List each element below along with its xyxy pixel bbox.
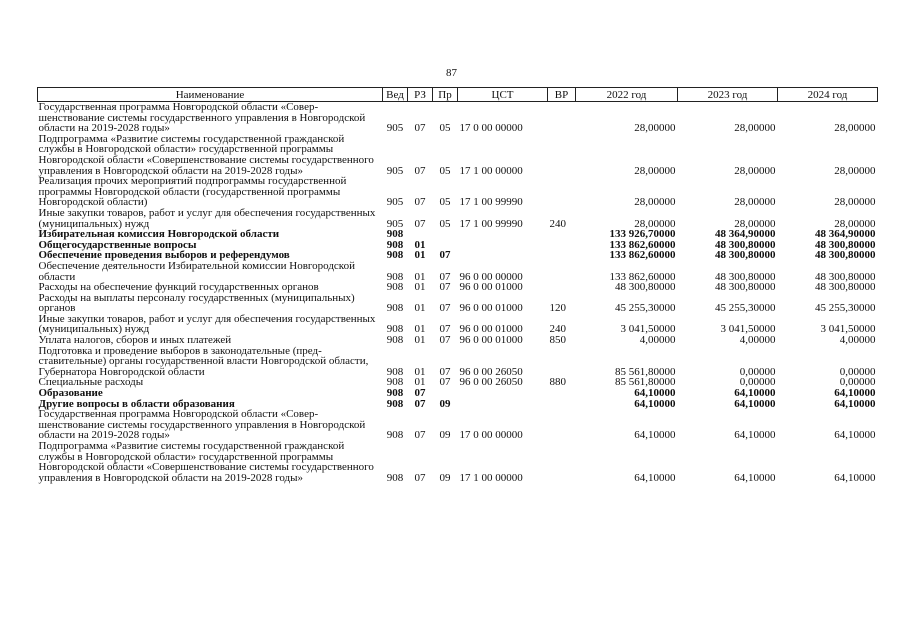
table-row: [38, 102, 878, 134]
cell-name: Обеспечение проведения выборов и референдумов: [38, 249, 290, 262]
cell-cst: [458, 229, 548, 240]
cell-pr: 05: [439, 122, 451, 135]
cell-rz: 01: [414, 238, 426, 251]
header-vr: ВР: [548, 88, 576, 102]
cell-y2022: 85 561,80000: [615, 376, 676, 389]
cell-y2024: 64,10000: [834, 429, 876, 442]
cell-y2022: 64,10000: [634, 429, 676, 442]
cell-cst: [458, 250, 548, 261]
cell-cst: 96 0 00 00000: [459, 270, 523, 283]
table-row: [38, 293, 878, 314]
cell-name: Общегосударственные вопросы: [38, 238, 197, 251]
table-row: [38, 208, 878, 229]
cell-cst: 17 0 00 00000: [459, 429, 523, 442]
cell-cst: 96 0 00 26050: [459, 365, 523, 378]
cell-ved: 905: [386, 196, 404, 209]
cell-pr: 07: [439, 334, 451, 347]
cell-y2023: 28,00000: [734, 217, 776, 230]
cell-ved: 908: [386, 387, 404, 400]
table-header-row: [38, 88, 878, 102]
cell-y2023: 3 041,50000: [720, 323, 776, 336]
cell-cst: 17 1 00 99990: [459, 196, 523, 209]
cell-y2024: 0,00000: [839, 365, 876, 378]
cell-name: Реализация прочих мероприятий подпрограммы государственной программы Новгородской области (государственной программы Новгородской области): [38, 175, 347, 209]
cell-name: Образование: [38, 387, 103, 400]
cell-ved: 908: [386, 323, 404, 336]
table-row: [38, 134, 878, 176]
cell-rz: 07: [414, 122, 426, 135]
cell-pr: 07: [439, 302, 451, 315]
cell-vr: [548, 409, 576, 441]
cell-y2022: 64,10000: [634, 471, 676, 484]
cell-y2022: 28,00000: [634, 196, 676, 209]
cell-ved: 908: [386, 281, 404, 294]
cell-y2023: 48 300,80000: [715, 249, 776, 262]
cell-y2023: 48 364,90000: [715, 228, 776, 241]
cell-ved: 908: [386, 334, 404, 347]
cell-vr: [548, 134, 576, 176]
cell-vr: 120: [549, 302, 566, 315]
header-2024: 2024 год: [778, 88, 878, 102]
cell-y2024: 48 300,80000: [815, 281, 876, 294]
cell-name: Подготовка и проведение выборов в законодательные (представительные) органы государственной власти Новгородской области, Губернатора Новгородской области: [38, 344, 369, 378]
cell-y2022: 45 255,30000: [615, 302, 676, 315]
cell-vr: [548, 176, 576, 208]
cell-vr: [548, 441, 576, 483]
table-row: [38, 314, 878, 335]
cell-vr: 240: [549, 323, 566, 336]
cell-ved: 908: [386, 397, 404, 410]
cell-cst: 96 0 00 01000: [459, 323, 523, 336]
table-body: [38, 102, 878, 484]
header-rz: РЗ: [408, 88, 433, 102]
cell-ved: 908: [386, 376, 404, 389]
cell-cst: 96 0 00 01000: [459, 302, 523, 315]
cell-rz: 07: [414, 397, 426, 410]
cell-rz: 01: [414, 281, 426, 294]
cell-cst: 17 1 00 00000: [459, 471, 523, 484]
cell-y2023: 28,00000: [734, 164, 776, 177]
cell-rz: 07: [414, 387, 426, 400]
cell-y2023: 28,00000: [734, 196, 776, 209]
cell-ved: 908: [386, 238, 404, 251]
header-2022: 2022 год: [576, 88, 678, 102]
cell-vr: 240: [549, 217, 566, 230]
cell-y2023: 48 300,80000: [715, 281, 776, 294]
cell-name: Избирательная комиссия Новгородской области: [38, 228, 280, 241]
cell-y2022: 133 862,60000: [609, 270, 676, 283]
cell-ved: 908: [386, 429, 404, 442]
cell-pr: 09: [439, 397, 451, 410]
cell-rz: 07: [414, 164, 426, 177]
cell-cst: 96 0 00 01000: [459, 281, 523, 294]
cell-y2023: 45 255,30000: [715, 302, 776, 315]
cell-rz: 01: [414, 249, 426, 262]
cell-name: Государственная программа Новгородской области «Совершенствование системы государственного управления в Новгородской области на 2019-2028 годы»: [38, 408, 366, 442]
cell-name: Расходы на обеспечение функций государственных органов: [38, 281, 319, 294]
cell-y2023: 0,00000: [739, 376, 776, 389]
cell-rz: 01: [414, 334, 426, 347]
table-row: [38, 176, 878, 208]
header-2023: 2023 год: [678, 88, 778, 102]
cell-ved: 905: [386, 217, 404, 230]
cell-y2022: 133 926,70000: [609, 228, 676, 241]
cell-vr: 880: [549, 376, 566, 389]
cell-y2022: 3 041,50000: [620, 323, 676, 336]
cell-y2024: 64,10000: [834, 471, 876, 484]
cell-y2023: 4,00000: [739, 334, 776, 347]
table-row: [38, 346, 878, 378]
cell-rz: 01: [414, 365, 426, 378]
table-row: [38, 409, 878, 441]
cell-y2024: 48 300,80000: [815, 238, 876, 251]
cell-ved: 908: [386, 471, 404, 484]
cell-y2023: 48 300,80000: [715, 238, 776, 251]
cell-y2022: 64,10000: [634, 397, 676, 410]
cell-y2022: 28,00000: [634, 122, 676, 135]
cell-vr: [548, 229, 576, 240]
cell-rz: 01: [414, 302, 426, 315]
cell-cst: [458, 399, 548, 410]
cell-y2023: 64,10000: [734, 429, 776, 442]
cell-y2023: 28,00000: [734, 122, 776, 135]
cell-ved: 908: [386, 365, 404, 378]
cell-pr: 07: [439, 249, 451, 262]
cell-y2023: 64,10000: [734, 397, 776, 410]
cell-name: Иные закупки товаров, работ и услуг для обеспечения государственных (муниципальных) нужд: [38, 312, 376, 336]
cell-rz: 07: [414, 196, 426, 209]
cell-vr: 850: [549, 334, 566, 347]
cell-cst: 96 0 00 26050: [459, 376, 523, 389]
cell-rz: 01: [414, 270, 426, 283]
cell-name: Иные закупки товаров, работ и услуг для обеспечения государственных (муниципальных) нужд: [38, 206, 376, 230]
cell-ved: 908: [386, 302, 404, 315]
cell-pr: 09: [439, 429, 451, 442]
cell-cst: [458, 240, 548, 251]
cell-y2024: 28,00000: [834, 164, 876, 177]
cell-name: Подпрограмма «Развитие системы государственной гражданской службы в Новгородской области» государственной программы Новгородской области «Совершенствование системы государственного управления в Новгородской области на 2019-2028 годы»: [38, 132, 374, 177]
cell-name: Обеспечение деятельности Избирательной комиссии Новгородской области: [38, 259, 355, 283]
cell-rz: 01: [414, 323, 426, 336]
cell-name: Государственная программа Новгородской области «Совершенствование системы государственного управления в Новгородской области на 2019-2028 годы»: [38, 101, 366, 135]
header-name: Наименование: [38, 88, 383, 102]
cell-y2023: 48 300,80000: [715, 270, 776, 283]
cell-pr: 07: [439, 281, 451, 294]
table-row: [38, 261, 878, 282]
cell-pr: 07: [439, 270, 451, 283]
cell-name: Подпрограмма «Развитие системы государственной гражданской службы в Новгородской области» государственной программы Новгородской области «Совершенствование системы государственного управления в Новгородской области на 2019-2028 годы»: [38, 440, 374, 484]
table-row: [38, 441, 878, 483]
cell-vr: [548, 261, 576, 282]
cell-y2022: 133 862,60000: [609, 238, 676, 251]
cell-name: Специальные расходы: [38, 376, 144, 389]
cell-pr: 09: [439, 471, 451, 484]
page-number: 87: [446, 67, 457, 79]
cell-pr: 07: [439, 376, 451, 389]
cell-cst: 17 1 00 99990: [459, 217, 523, 230]
cell-rz: 07: [414, 471, 426, 484]
cell-ved: 908: [386, 249, 404, 262]
cell-rz: 01: [414, 376, 426, 389]
cell-y2024: 3 041,50000: [820, 323, 876, 336]
cell-vr: [548, 102, 576, 134]
cell-vr: [548, 282, 576, 293]
cell-y2023: 0,00000: [739, 365, 776, 378]
cell-y2024: 28,00000: [834, 196, 876, 209]
cell-ved: 908: [386, 270, 404, 283]
cell-y2024: 64,10000: [834, 387, 876, 400]
cell-y2024: 28,00000: [834, 122, 876, 135]
cell-name: Уплата налогов, сборов и иных платежей: [38, 334, 232, 347]
cell-ved: 905: [386, 122, 404, 135]
cell-vr: [548, 250, 576, 261]
cell-pr: 07: [439, 365, 451, 378]
budget-table: [37, 87, 878, 483]
cell-y2024: 48 300,80000: [815, 249, 876, 262]
cell-y2024: 48 300,80000: [815, 270, 876, 283]
cell-y2022: 28,00000: [634, 164, 676, 177]
cell-y2022: 64,10000: [634, 387, 676, 400]
cell-cst: 17 0 00 00000: [459, 122, 523, 135]
cell-rz: 07: [414, 217, 426, 230]
cell-y2024: 48 364,90000: [815, 228, 876, 241]
cell-pr: 05: [439, 164, 451, 177]
cell-name: Другие вопросы в области образования: [38, 397, 235, 410]
cell-y2022: 133 862,60000: [609, 249, 676, 262]
cell-y2024: 45 255,30000: [815, 302, 876, 315]
cell-y2023: 64,10000: [734, 387, 776, 400]
header-ved: Вед: [383, 88, 408, 102]
cell-y2024: 0,00000: [839, 376, 876, 389]
cell-ved: 905: [386, 164, 404, 177]
cell-y2023: 64,10000: [734, 471, 776, 484]
cell-name: Расходы на выплаты персоналу государственных (муниципальных) органов: [38, 291, 355, 315]
cell-y2022: 4,00000: [639, 334, 676, 347]
cell-cst: 17 1 00 00000: [459, 164, 523, 177]
cell-vr: [548, 388, 576, 399]
cell-pr: [433, 229, 458, 240]
cell-pr: 07: [439, 323, 451, 336]
cell-vr: [548, 346, 576, 378]
cell-y2024: 64,10000: [834, 397, 876, 410]
cell-pr: 05: [439, 217, 451, 230]
cell-ved: 908: [386, 228, 404, 241]
header-pr: Пр: [433, 88, 458, 102]
cell-y2022: 85 561,80000: [615, 365, 676, 378]
cell-cst: 96 0 00 01000: [459, 334, 523, 347]
cell-y2024: 28,00000: [834, 217, 876, 230]
cell-vr: [548, 240, 576, 251]
header-cst: ЦСТ: [458, 88, 548, 102]
cell-y2024: 4,00000: [839, 334, 876, 347]
cell-pr: 05: [439, 196, 451, 209]
cell-vr: [548, 399, 576, 410]
cell-y2022: 28,00000: [634, 217, 676, 230]
cell-rz: 07: [414, 429, 426, 442]
cell-cst: [458, 388, 548, 399]
cell-y2022: 48 300,80000: [615, 281, 676, 294]
